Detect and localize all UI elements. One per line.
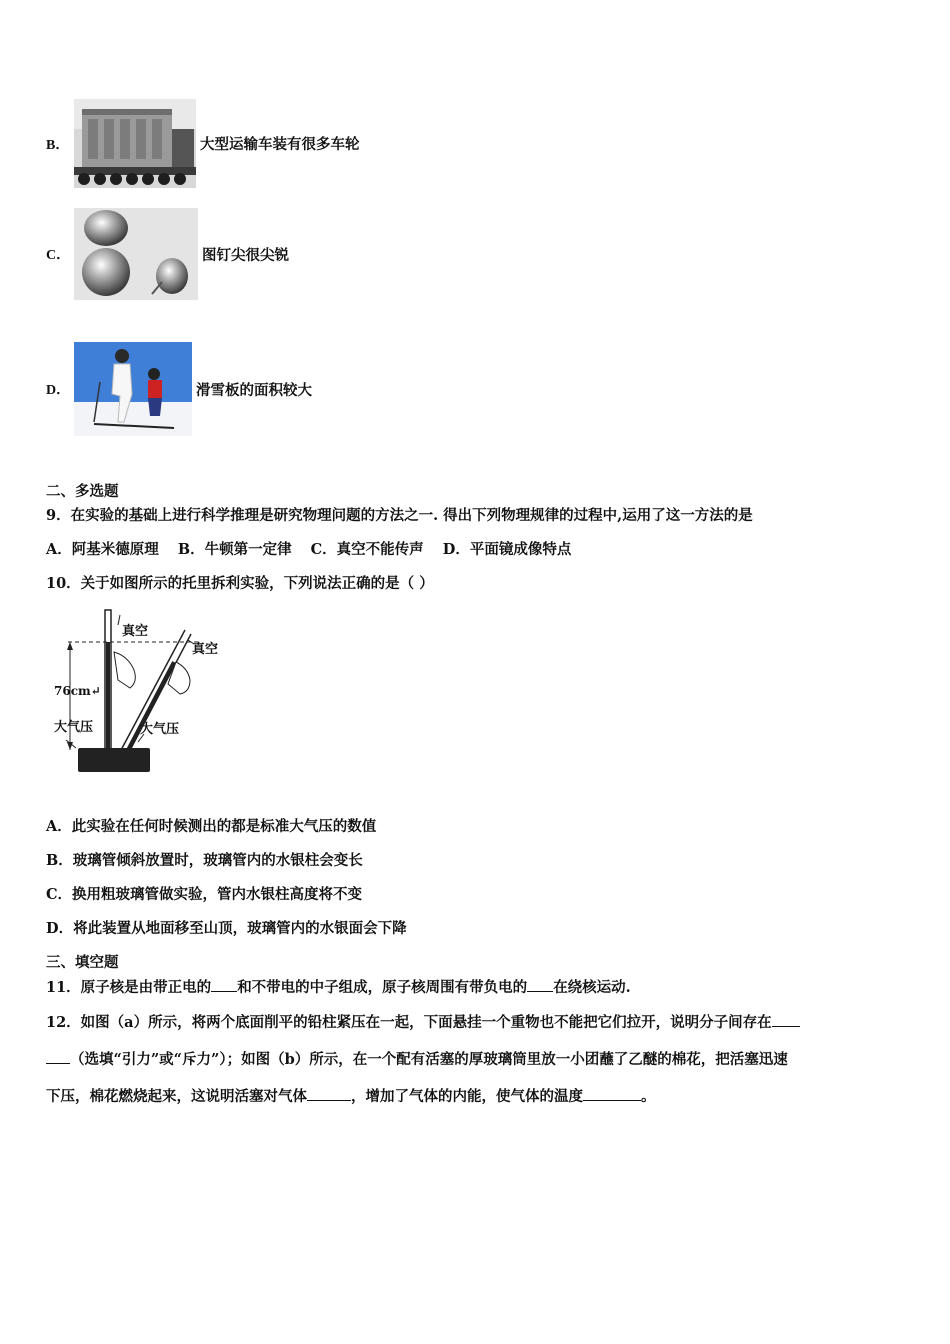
q11-text-1: 11．原子核是由带正电的 (46, 979, 212, 996)
thumbtack-photo (74, 208, 198, 300)
option-letter: B． (46, 137, 70, 153)
atm-label-2: 大气压 (140, 722, 180, 737)
section-title: 二、多选题 (46, 483, 119, 500)
option-text: 滑雪板的面积较大 (196, 381, 312, 399)
q12-text-3: 下压，棉花燃烧起来，这说明活塞对气体 (46, 1088, 307, 1105)
answer-blank[interactable] (527, 978, 553, 992)
option-d (46, 342, 312, 436)
question-options (46, 538, 571, 559)
question-11 (46, 976, 631, 997)
q12-text-2: （选填“引力”或“斥力”）；如图（b）所示，在一个配有活塞的厚玻璃筒里放一小团蘸了乙醚的棉花，把活塞迅速 (70, 1051, 788, 1068)
option-text: 图钉尖很尖锐 (202, 246, 289, 264)
q12-text-4: ，增加了气体的内能，使气体的温度 (351, 1088, 583, 1105)
question-12-line-1 (46, 1011, 800, 1032)
skier-photo (74, 342, 192, 436)
option-c: C．换用粗玻璃管做实验，管内水银柱高度将不变 (46, 886, 363, 903)
answer-blank[interactable] (583, 1087, 641, 1101)
vacuum-label-1: 真空 (122, 624, 149, 639)
option-a: A．阿基米德原理 (46, 541, 159, 558)
option-d: D．平面镜成像特点 (442, 541, 572, 558)
q12-text-1: 12．如图（a）所示，将两个底面削平的铅柱紧压在一起，下面悬挂一个重物也不能把它们拉开，说明分子间存在 (46, 1014, 772, 1031)
torricelli-figure (48, 600, 248, 780)
section-title: 三、填空题 (46, 954, 119, 971)
option-c (46, 208, 289, 300)
option-text: 大型运输车装有很多车轮 (200, 136, 360, 153)
answer-blank[interactable] (307, 1087, 351, 1101)
option-b (46, 99, 360, 188)
question-stem: 10．关于如图所示的托里拆利实验，下列说法正确的是（ ） (46, 575, 434, 592)
truck-photo (74, 99, 196, 188)
question-12-line-2 (46, 1048, 788, 1069)
option-letter: C． (46, 248, 71, 263)
q12-text-5: 。 (641, 1088, 656, 1105)
question-12-line-3 (46, 1085, 656, 1106)
option-c: C．真空不能传声 (310, 541, 424, 558)
option-b: B．牛顿第一定律 (177, 541, 292, 558)
q11-text-3: 在绕核运动. (553, 979, 631, 996)
answer-blank[interactable] (772, 1013, 800, 1027)
option-letter: D． (46, 383, 71, 398)
answer-blank[interactable] (46, 1050, 70, 1064)
option-b: B．玻璃管倾斜放置时，玻璃管内的水银柱会变长 (46, 852, 363, 869)
height-label: 76cm↵ (54, 684, 101, 698)
vacuum-label-2: 真空 (192, 642, 219, 657)
question-stem: 9．在实验的基础上进行科学推理是研究物理问题的方法之一. 得出下列物理规律的过程中,运用了这一方法的是 (46, 507, 753, 524)
q11-text-2: 和不带电的中子组成，原子核周围有带负电的 (237, 979, 528, 996)
option-d: D．将此装置从地面移至山顶，玻璃管内的水银面会下降 (46, 920, 407, 937)
atm-label-1: 大气压 (54, 720, 94, 735)
answer-blank[interactable] (211, 978, 237, 992)
option-a: A．此实验在任何时候测出的都是标准大气压的数值 (46, 818, 377, 835)
